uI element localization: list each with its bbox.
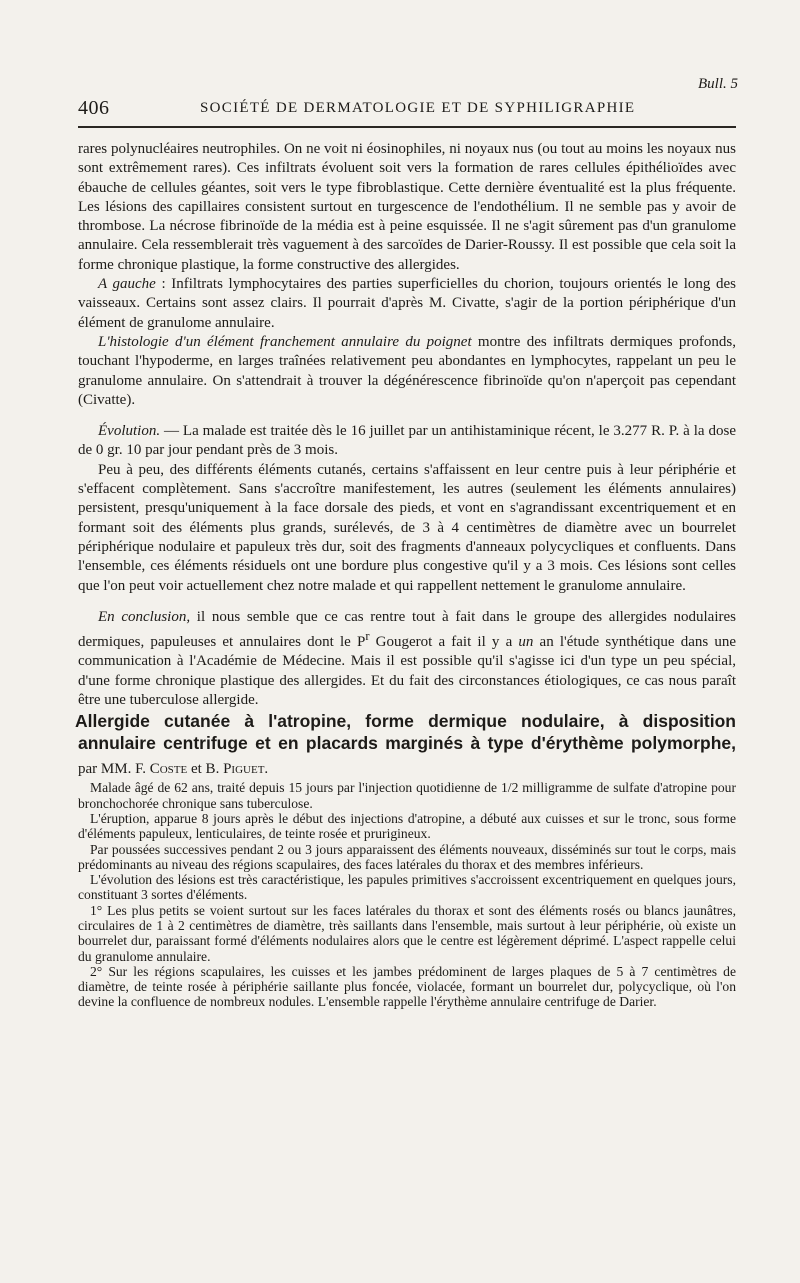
article-body: [75, 140, 736, 1010]
superscript: r: [365, 629, 370, 644]
header-rule: [78, 126, 736, 128]
article-heading: [75, 710, 736, 780]
authors-suffix: .: [264, 761, 269, 778]
paragraph-text: : Infiltrats lymphocytaires des parties superficielles du chorion, toujours orientés le long des vaisseaux. Certains sont assez clairs. Il pourrait d'après M. Civatte, s'agir de la portion périphérique d'un élément de granulome annulaire.: [78, 276, 736, 331]
paragraph-evolution: [78, 422, 736, 461]
case-paragraph: Malade âgé de 62 ans, traité depuis 15 jours par l'injection quotidienne de 1/2 milligramme de sulfate d'atropine pour bronchochorée chronique sans tuberculose.: [78, 780, 736, 811]
paragraph-annular-histology: [78, 333, 736, 410]
authors-separator: et B.: [187, 761, 224, 778]
author-name: Piguet: [223, 761, 265, 778]
paragraph-lead: A gauche: [98, 276, 156, 293]
running-title: SOCIÉTÉ DE DERMATOLOGIE ET DE SYPHILIGRAPHIE: [200, 100, 636, 116]
paragraph-lead: En conclusion,: [98, 608, 191, 625]
paragraph-left-side: [78, 275, 736, 333]
author-name: Coste: [149, 761, 188, 778]
paragraph-conclusion: [78, 608, 736, 710]
paragraph-text: montre des infiltrats dermiques profonds, touchant l'hypoderme, en larges traînées relativement peu abondantes en lymphocytes, rappelant un peu le granulome annulaire. On s'attendrait à trouver la dégénérescence fibrinoïde qu'on n'aperçoit pas cependant (Civatte).: [78, 333, 736, 408]
paragraph-text: il nous semble que ce cas rentre tout à fait dans le groupe des allergides nodulaires dermiques, papuleuses et annulaires dont le P: [78, 608, 736, 651]
paragraph-lead: L'histologie d'un élément franchement annulaire du poignet: [98, 333, 472, 350]
paragraph-text: Gougerot a fait il y a: [369, 634, 519, 651]
paragraph-histology-continued: rares polynucléaires neutrophiles. On ne voit ni éosinophiles, ni noyaux nus (ou tout au moins les noyaux nus sont extrêmement rares). Ces infiltrats évoluent soit vers la formation de rares cellules épithélioïdes avec ébauche de cellules géantes, soit vers le type fibroblastique. Cette dernière éventualité est la plus fréquente. Les lésions des capillaires consistent surtout en turgescence de l'endothélium. Il ne semble pas y avoir de thrombose. La nécrose fibrinoïde de la média est à peine esquissée. Il ne s'agit sûrement pas d'un granulome annulaire. Cela ressemblerait très vaguement à des sarcoïdes de Darier-Roussy. Il est possible que cela soit la forme chronique plastique, la forme constructive des allergides.: [78, 141, 736, 273]
paragraph-text: an l'étude synthétique dans une communication à l'Académie de Médecine. Mais il est possible qu'il s'agisse ici d'un type un peu spécial, d'une forme chronique plastique des allergides. Et du fait des circonstances étiologiques, ce cas nous paraît être une tuberculose allergide.: [78, 634, 736, 709]
authors-prefix: par MM. F.: [78, 761, 150, 778]
article-authors: [78, 761, 268, 777]
case-paragraph: Par poussées successives pendant 2 ou 3 jours apparaissent des éléments nouveaux, disséminés sur tout le corps, mais prédominants au niveau des régions scapulaires, des faces latérales du thorax et des membres inférieurs.: [78, 841, 736, 872]
paragraph-evolution-detail: Peu à peu, des différents éléments cutanés, certains s'affaissent en leur centre puis à leur périphérie et s'effacent complètement. Sans s'accroître manifestement, les autres (seulement les éléments annulaires) persistent, presqu'uniquement à la face dorsale des pieds, et vont en s'agrandissant excentriquement et en formant soit des éléments plus grands, surélevés, de 3 à 4 centimètres de diamètre avec un bourrelet périphérique nodulaire et papuleux très dur, soit des fragments d'anneaux polycycliques et confluents. Dans l'ensemble, ces éléments résiduels ont une bordure plus congestive qu'il y a 3 mois. Ces lésions sont celles que l'on peut voir actuellement chez notre malade et qui rappellent nettement le granulome annulaire.: [78, 461, 736, 594]
page-number: 406: [78, 97, 110, 119]
emphasis: un: [518, 634, 534, 651]
article-title: Allergide cutanée à l'atropine, forme dermique nodulaire, à disposition annulaire centrifuge et en placards marginés à type d'érythème polymorphe,: [75, 711, 736, 754]
case-paragraph: L'évolution des lésions est très caractéristique, les papules primitives s'accroissent excentriquement en quelques jours, constituant 3 sortes d'éléments.: [78, 872, 736, 903]
case-paragraph: 2° Sur les régions scapulaires, les cuisses et les jambes prédominent de larges plaques de 5 à 7 centimètres de diamètre, de teinte rosée à périphérie saillante plus foncée, violacée, formant un bourrelet dur, polycyclique, où l'on devine la confluence de nombreux nodules. L'ensemble rappelle l'érythème annulaire centrifuge de Darier.: [78, 963, 736, 1010]
bulletin-mark: Bull. 5: [698, 76, 738, 92]
paragraph-text: — La malade est traitée dès le 16 juillet par un antihistaminique récent, le 3.277 R. P. à la dose de 0 gr. 10 par jour pendant près de 3 mois.: [78, 423, 736, 459]
case-paragraph: 1° Les plus petits se voient surtout sur les faces latérales du thorax et sont des éléments rosés ou blancs jaunâtres, circulaires de 1 à 2 centimètres de diamètre, très saillants dans l'ensemble, mais surtout à leur périphérie, où existe un bourrelet dur, paraissant formé d'éléments nodulaires alors que le centre est légèrement déprimé. L'aspect rappelle celui du granulome annulaire.: [78, 902, 736, 964]
case-paragraph: L'éruption, apparue 8 jours après le début des injections d'atropine, a débuté aux cuisses et sur le tronc, sous forme d'éléments papuleux, lenticulaires, de teinte rosée et prurigineux.: [78, 810, 736, 842]
paragraph-lead: Évolution.: [98, 423, 161, 440]
case-report: [78, 780, 736, 1009]
